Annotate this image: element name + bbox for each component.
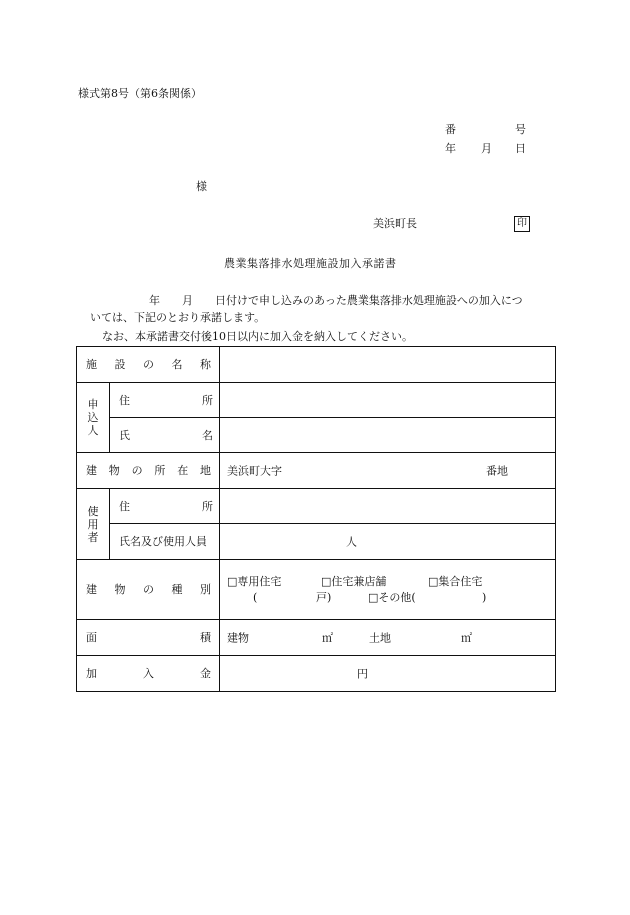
option-house-with-shop[interactable]: □住宅兼店舗 bbox=[321, 575, 387, 588]
option-other[interactable]: □その他( bbox=[368, 591, 416, 604]
area-value[interactable] bbox=[220, 620, 556, 656]
facility-name-value[interactable] bbox=[220, 347, 556, 383]
fee-value[interactable] bbox=[220, 656, 556, 692]
seal-mark: 印 bbox=[514, 216, 530, 232]
form-number: 様式第8号（第6条関係） bbox=[78, 87, 202, 100]
applicant-label: 申込人 bbox=[77, 383, 110, 453]
user-address-label: 住 所 bbox=[110, 489, 220, 524]
user-name-count-value[interactable] bbox=[220, 524, 556, 560]
area-label: 面 積 bbox=[77, 620, 220, 656]
applicant-address-label: 住 所 bbox=[110, 383, 220, 418]
applicant-name-label: 氏 名 bbox=[110, 418, 220, 453]
units-paren-open: ( bbox=[253, 591, 258, 604]
option-dedicated-house[interactable]: □専用住宅 bbox=[227, 575, 282, 588]
number-label: 番 bbox=[445, 123, 456, 136]
land-area-label: 土地 bbox=[369, 631, 391, 644]
fee-unit: 円 bbox=[357, 667, 368, 680]
table-row-applicant-name bbox=[77, 418, 556, 453]
units-paren-close: 戸) bbox=[316, 591, 332, 604]
table-row-facility-name bbox=[77, 347, 556, 383]
land-area-unit: ㎡ bbox=[461, 631, 472, 644]
fee-label: 加 入 金 bbox=[77, 656, 220, 692]
date-month-label: 月 bbox=[481, 142, 492, 155]
building-area-label: 建物 bbox=[227, 631, 249, 644]
building-location-value[interactable] bbox=[220, 453, 556, 489]
document-title: 農業集落排水処理施設加入承諾書 bbox=[224, 257, 397, 270]
body-line-2: いては、下記のとおり承諾します。 bbox=[90, 311, 266, 324]
application-table bbox=[76, 346, 556, 692]
location-prefix: 美浜町大字 bbox=[227, 464, 282, 477]
applicant-name-value[interactable] bbox=[220, 418, 556, 453]
body-line-3: なお、本承諾書交付後10日以内に加入金を納入してください。 bbox=[102, 330, 413, 343]
facility-name-label: 施 設 の 名 称 bbox=[77, 347, 220, 383]
table-row-area bbox=[77, 620, 556, 656]
table-row-user-name-count bbox=[77, 524, 556, 560]
user-address-value[interactable] bbox=[220, 489, 556, 524]
persons-unit: 人 bbox=[346, 535, 357, 548]
applicant-address-value[interactable] bbox=[220, 383, 556, 418]
number-suffix: 号 bbox=[515, 123, 526, 136]
date-day-label: 日 bbox=[515, 142, 526, 155]
building-type-value bbox=[220, 560, 556, 620]
body-line-1: 年 月 日付けで申し込みのあった農業集落排水処理施設への加入につ bbox=[149, 294, 523, 307]
option-apartment[interactable]: □集合住宅 bbox=[428, 575, 483, 588]
issuer-name: 美浜町長 bbox=[373, 217, 417, 230]
user-name-count-label: 氏名及び使用人員 bbox=[110, 524, 220, 560]
building-type-label: 建 物 の 種 別 bbox=[77, 560, 220, 620]
building-location-label: 建 物 の 所 在 地 bbox=[77, 453, 220, 489]
building-area-unit: ㎡ bbox=[322, 631, 333, 644]
date-year-label: 年 bbox=[445, 142, 456, 155]
table-row-user-address bbox=[77, 489, 556, 524]
table-row-fee bbox=[77, 656, 556, 692]
table-row-building-location bbox=[77, 453, 556, 489]
option-other-close: ) bbox=[482, 591, 487, 604]
location-suffix: 番地 bbox=[486, 464, 508, 477]
table-row-applicant-address bbox=[77, 383, 556, 418]
addressee-honorific: 様 bbox=[196, 180, 207, 193]
table-row-building-type bbox=[77, 560, 556, 620]
user-label: 使用者 bbox=[77, 489, 110, 560]
